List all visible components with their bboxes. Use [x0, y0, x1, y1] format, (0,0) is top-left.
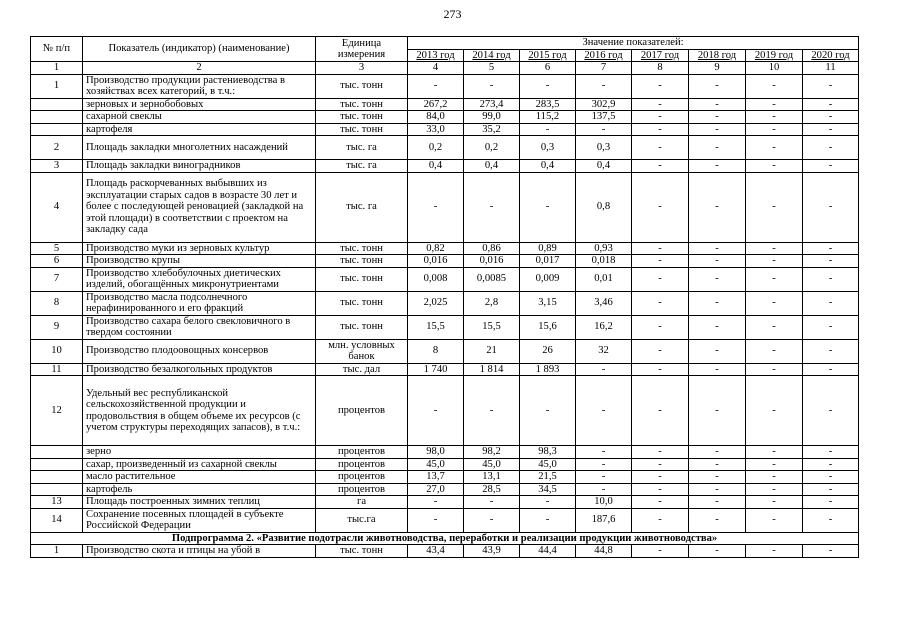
column-number: 1	[31, 62, 83, 75]
value-cell: -	[746, 315, 803, 339]
value-cell: -	[408, 496, 464, 509]
value-cell: -	[689, 471, 746, 484]
header-year: 2017 год	[632, 49, 689, 62]
value-cell: 35,2	[464, 123, 520, 136]
value-cell: -	[632, 255, 689, 268]
value-cell: -	[464, 74, 520, 98]
table-row	[31, 98, 859, 111]
row-number: 7	[31, 267, 83, 291]
unit-cell: тыс. тонн	[316, 315, 408, 339]
value-cell: 302,9	[576, 98, 632, 111]
value-cell: 0,4	[520, 160, 576, 173]
header-year: 2020 год	[803, 49, 859, 62]
header-unit: Единица измерения	[316, 37, 408, 62]
value-cell: -	[803, 136, 859, 160]
value-cell: 0,82	[408, 242, 464, 255]
indicator-name: Производство продукции растениеводства в хозяйствах всех категорий, в т.ч.:	[83, 74, 316, 98]
value-cell: -	[632, 160, 689, 173]
value-cell: -	[520, 376, 576, 446]
header-indicator: Показатель (индикатор) (наименование)	[83, 37, 316, 62]
value-cell: -	[632, 98, 689, 111]
value-cell: 10,0	[576, 496, 632, 509]
value-cell: -	[689, 111, 746, 124]
value-cell: 3,46	[576, 291, 632, 315]
value-cell: 98,2	[464, 446, 520, 459]
unit-cell: тыс.га	[316, 508, 408, 532]
row-number: 4	[31, 172, 83, 242]
value-cell: -	[746, 471, 803, 484]
row-number: 3	[31, 160, 83, 173]
table-row	[31, 123, 859, 136]
value-cell: -	[576, 446, 632, 459]
row-number: 11	[31, 363, 83, 376]
value-cell: -	[689, 74, 746, 98]
value-cell: -	[689, 363, 746, 376]
table-row	[31, 376, 859, 446]
indicator-name: Производство скота и птицы на убой в	[83, 545, 316, 558]
column-number: 8	[632, 62, 689, 75]
unit-cell: тыс. тонн	[316, 291, 408, 315]
value-cell: -	[803, 339, 859, 363]
unit-cell: процентов	[316, 483, 408, 496]
value-cell: 0,4	[408, 160, 464, 173]
value-cell: -	[746, 242, 803, 255]
value-cell: -	[632, 446, 689, 459]
row-number	[31, 98, 83, 111]
value-cell: 21	[464, 339, 520, 363]
indicator-name: сахарной свеклы	[83, 111, 316, 124]
value-cell: -	[803, 74, 859, 98]
value-cell: -	[689, 255, 746, 268]
unit-cell: га	[316, 496, 408, 509]
table-row	[31, 242, 859, 255]
table-row	[31, 267, 859, 291]
value-cell: 98,3	[520, 446, 576, 459]
value-cell: 273,4	[464, 98, 520, 111]
value-cell: -	[576, 458, 632, 471]
value-cell: 45,0	[464, 458, 520, 471]
page-number: 273	[443, 7, 462, 21]
table-row	[31, 471, 859, 484]
value-cell: -	[464, 172, 520, 242]
column-number: 9	[689, 62, 746, 75]
value-cell: 0,4	[464, 160, 520, 173]
value-cell: -	[520, 74, 576, 98]
value-cell: -	[632, 545, 689, 558]
table-row	[31, 363, 859, 376]
value-cell: -	[803, 496, 859, 509]
value-cell: 1 893	[520, 363, 576, 376]
value-cell: -	[689, 376, 746, 446]
row-number	[31, 483, 83, 496]
table-row	[31, 446, 859, 459]
value-cell: -	[632, 123, 689, 136]
unit-cell: тыс. тонн	[316, 74, 408, 98]
value-cell: 0,018	[576, 255, 632, 268]
header-year: 2014 год	[464, 49, 520, 62]
unit-cell: тыс. дал	[316, 363, 408, 376]
row-number: 13	[31, 496, 83, 509]
value-cell: -	[632, 508, 689, 532]
indicator-name: Удельный вес республиканской сельскохозяйственной продукции и продовольствия в общем объеме их ресурсов (с учетом структуры переходящих запасов), в т.ч.:	[83, 376, 316, 446]
value-cell: -	[803, 242, 859, 255]
unit-cell: тыс. га	[316, 160, 408, 173]
row-number: 1	[31, 74, 83, 98]
value-cell: 0,2	[408, 136, 464, 160]
table-row	[31, 508, 859, 532]
indicator-name: Производство крупы	[83, 255, 316, 268]
value-cell: -	[689, 123, 746, 136]
value-cell: -	[576, 483, 632, 496]
value-cell: 2,8	[464, 291, 520, 315]
value-cell: 0,016	[464, 255, 520, 268]
indicator-name: Площадь построенных зимних теплиц	[83, 496, 316, 509]
indicator-name: Производство муки из зерновых культур	[83, 242, 316, 255]
indicator-name: Производство плодоовощных консервов	[83, 339, 316, 363]
value-cell: -	[576, 123, 632, 136]
value-cell: 137,5	[576, 111, 632, 124]
table-row	[31, 339, 859, 363]
value-cell: -	[689, 339, 746, 363]
table-row	[31, 136, 859, 160]
value-cell: -	[689, 458, 746, 471]
value-cell: -	[632, 315, 689, 339]
value-cell: -	[746, 255, 803, 268]
value-cell: -	[464, 508, 520, 532]
indicator-name: картофель	[83, 483, 316, 496]
indicator-name: сахар, произведенный из сахарной свеклы	[83, 458, 316, 471]
unit-cell: тыс. тонн	[316, 111, 408, 124]
value-cell: 45,0	[520, 458, 576, 471]
unit-cell: тыс. тонн	[316, 545, 408, 558]
value-cell: -	[803, 471, 859, 484]
indicator-name: Площадь закладки многолетних насаждений	[83, 136, 316, 160]
value-cell: -	[632, 267, 689, 291]
row-number: 12	[31, 376, 83, 446]
value-cell: 0,016	[408, 255, 464, 268]
header-year: 2018 год	[689, 49, 746, 62]
value-cell: 43,4	[408, 545, 464, 558]
value-cell: -	[632, 242, 689, 255]
value-cell: -	[746, 376, 803, 446]
indicators-table	[30, 36, 859, 558]
value-cell: -	[803, 123, 859, 136]
value-cell: -	[803, 172, 859, 242]
value-cell: 99,0	[464, 111, 520, 124]
value-cell: 0,8	[576, 172, 632, 242]
value-cell: 27,0	[408, 483, 464, 496]
column-number: 5	[464, 62, 520, 75]
value-cell: -	[803, 508, 859, 532]
row-number	[31, 123, 83, 136]
indicator-name: Сохранение посевных площадей в субъекте Российской Федерации	[83, 508, 316, 532]
value-cell: 0,3	[520, 136, 576, 160]
value-cell: -	[746, 508, 803, 532]
value-cell: -	[803, 458, 859, 471]
unit-cell: тыс. га	[316, 172, 408, 242]
value-cell: 0,0085	[464, 267, 520, 291]
value-cell: -	[689, 267, 746, 291]
value-cell: -	[632, 111, 689, 124]
unit-cell: тыс. тонн	[316, 255, 408, 268]
unit-cell: процентов	[316, 446, 408, 459]
value-cell: -	[746, 74, 803, 98]
value-cell: -	[576, 376, 632, 446]
value-cell: 84,0	[408, 111, 464, 124]
value-cell: 13,1	[464, 471, 520, 484]
header-year: 2013 год	[408, 49, 464, 62]
unit-cell: процентов	[316, 458, 408, 471]
unit-cell: млн. условных банок	[316, 339, 408, 363]
column-number: 2	[83, 62, 316, 75]
value-cell: -	[746, 496, 803, 509]
value-cell: 16,2	[576, 315, 632, 339]
value-cell: -	[746, 111, 803, 124]
indicator-name: Площадь раскорчеванных выбывших из эксплуатации старых садов в возрасте 30 лет и более с последующей реновацией (закладкой на этой площади) в соответствии с проектом на закладку сада	[83, 172, 316, 242]
indicator-name: Площадь закладки виноградников	[83, 160, 316, 173]
value-cell: -	[803, 291, 859, 315]
table-row	[31, 483, 859, 496]
value-cell: 44,8	[576, 545, 632, 558]
indicator-name: Производство хлебобулочных диетических изделий, обогащённых микронутриентами	[83, 267, 316, 291]
value-cell: -	[520, 123, 576, 136]
value-cell: -	[803, 483, 859, 496]
indicator-name: Производство сахара белого свекловичного в твердом состоянии	[83, 315, 316, 339]
value-cell: -	[632, 458, 689, 471]
value-cell: -	[803, 267, 859, 291]
value-cell: 0,009	[520, 267, 576, 291]
value-cell: -	[632, 376, 689, 446]
value-cell: -	[803, 376, 859, 446]
value-cell: -	[464, 376, 520, 446]
indicator-name: Производство масла подсолнечного нерафинированного и его фракций	[83, 291, 316, 315]
table-row	[31, 172, 859, 242]
row-number: 14	[31, 508, 83, 532]
table-row	[31, 255, 859, 268]
value-cell: -	[746, 172, 803, 242]
value-cell: 15,5	[464, 315, 520, 339]
value-cell: -	[689, 242, 746, 255]
value-cell: -	[803, 98, 859, 111]
table-row	[31, 315, 859, 339]
header-year: 2016 год	[576, 49, 632, 62]
value-cell: -	[746, 267, 803, 291]
value-cell: -	[632, 74, 689, 98]
unit-cell: тыс. тонн	[316, 242, 408, 255]
value-cell: 33,0	[408, 123, 464, 136]
table-row	[31, 458, 859, 471]
value-cell: -	[632, 471, 689, 484]
value-cell: 0,008	[408, 267, 464, 291]
table-row	[31, 111, 859, 124]
unit-cell: тыс. тонн	[316, 123, 408, 136]
value-cell: 267,2	[408, 98, 464, 111]
value-cell: -	[408, 74, 464, 98]
indicator-name: зерно	[83, 446, 316, 459]
table-row	[31, 74, 859, 98]
row-number	[31, 111, 83, 124]
value-cell: 0,93	[576, 242, 632, 255]
value-cell: -	[576, 471, 632, 484]
value-cell: -	[632, 483, 689, 496]
value-cell: -	[746, 339, 803, 363]
value-cell: 0,86	[464, 242, 520, 255]
value-cell: -	[689, 446, 746, 459]
value-cell: 13,7	[408, 471, 464, 484]
value-cell: 0,3	[576, 136, 632, 160]
subprogram-title: Подпрограмма 2. «Развитие подотрасли животноводства, переработки и реализации продукции животноводства»	[31, 532, 859, 545]
row-number: 8	[31, 291, 83, 315]
row-number: 5	[31, 242, 83, 255]
value-cell: 34,5	[520, 483, 576, 496]
value-cell: -	[746, 363, 803, 376]
subprogram-row	[31, 532, 859, 545]
row-number: 9	[31, 315, 83, 339]
value-cell: -	[689, 315, 746, 339]
value-cell: -	[632, 291, 689, 315]
value-cell: 28,5	[464, 483, 520, 496]
value-cell: 0,017	[520, 255, 576, 268]
value-cell: 8	[408, 339, 464, 363]
value-cell: 43,9	[464, 545, 520, 558]
column-number: 10	[746, 62, 803, 75]
value-cell: -	[576, 74, 632, 98]
value-cell: 26	[520, 339, 576, 363]
value-cell: -	[689, 98, 746, 111]
unit-cell: процентов	[316, 376, 408, 446]
table-row	[31, 545, 859, 558]
value-cell: -	[746, 458, 803, 471]
value-cell: 3,15	[520, 291, 576, 315]
value-cell: -	[689, 508, 746, 532]
value-cell: -	[803, 255, 859, 268]
value-cell: -	[408, 508, 464, 532]
value-cell: 32	[576, 339, 632, 363]
header-year: 2019 год	[746, 49, 803, 62]
value-cell: 21,5	[520, 471, 576, 484]
value-cell: -	[576, 363, 632, 376]
value-cell: -	[408, 376, 464, 446]
value-cell: -	[632, 496, 689, 509]
row-number: 2	[31, 136, 83, 160]
column-number: 4	[408, 62, 464, 75]
row-number: 10	[31, 339, 83, 363]
value-cell: -	[746, 291, 803, 315]
table-row	[31, 160, 859, 173]
indicator-name: масло растительное	[83, 471, 316, 484]
value-cell: -	[689, 160, 746, 173]
value-cell: -	[408, 172, 464, 242]
value-cell: -	[803, 111, 859, 124]
unit-cell: процентов	[316, 471, 408, 484]
value-cell: -	[803, 160, 859, 173]
table-row	[31, 291, 859, 315]
value-cell: -	[520, 496, 576, 509]
value-cell: -	[689, 136, 746, 160]
column-number: 11	[803, 62, 859, 75]
value-cell: 0,01	[576, 267, 632, 291]
value-cell: -	[520, 508, 576, 532]
value-cell: -	[689, 172, 746, 242]
value-cell: -	[632, 172, 689, 242]
value-cell: -	[803, 363, 859, 376]
value-cell: 1 814	[464, 363, 520, 376]
value-cell: 15,6	[520, 315, 576, 339]
value-cell: -	[746, 160, 803, 173]
value-cell: -	[632, 363, 689, 376]
header-values: Значение показателей:	[408, 37, 859, 50]
row-number: 1	[31, 545, 83, 558]
unit-cell: тыс. тонн	[316, 267, 408, 291]
value-cell: -	[803, 545, 859, 558]
value-cell: -	[746, 136, 803, 160]
value-cell: 0,2	[464, 136, 520, 160]
value-cell: 0,89	[520, 242, 576, 255]
indicator-name: Производство безалкогольных продуктов	[83, 363, 316, 376]
row-number	[31, 446, 83, 459]
unit-cell: тыс. тонн	[316, 98, 408, 111]
value-cell: -	[746, 545, 803, 558]
value-cell: 15,5	[408, 315, 464, 339]
value-cell: -	[803, 446, 859, 459]
value-cell: -	[689, 545, 746, 558]
column-number: 6	[520, 62, 576, 75]
value-cell: -	[746, 483, 803, 496]
column-number: 3	[316, 62, 408, 75]
row-number	[31, 458, 83, 471]
value-cell: 0,4	[576, 160, 632, 173]
header-num: № п/п	[31, 37, 83, 62]
row-number	[31, 471, 83, 484]
value-cell: -	[520, 172, 576, 242]
header-column-numbers	[31, 62, 859, 75]
value-cell: 283,5	[520, 98, 576, 111]
column-number: 7	[576, 62, 632, 75]
value-cell: -	[689, 483, 746, 496]
indicator-name: зерновых и зернобобовых	[83, 98, 316, 111]
table-body	[31, 74, 859, 557]
header-year: 2015 год	[520, 49, 576, 62]
value-cell: 2,025	[408, 291, 464, 315]
value-cell: -	[689, 496, 746, 509]
value-cell: 45,0	[408, 458, 464, 471]
row-number: 6	[31, 255, 83, 268]
unit-cell: тыс. га	[316, 136, 408, 160]
value-cell: -	[746, 123, 803, 136]
value-cell: 115,2	[520, 111, 576, 124]
value-cell: -	[803, 315, 859, 339]
value-cell: -	[746, 446, 803, 459]
value-cell: 1 740	[408, 363, 464, 376]
value-cell: -	[464, 496, 520, 509]
value-cell: 187,6	[576, 508, 632, 532]
value-cell: 44,4	[520, 545, 576, 558]
table-row	[31, 496, 859, 509]
value-cell: -	[632, 136, 689, 160]
value-cell: -	[746, 98, 803, 111]
indicator-name: картофеля	[83, 123, 316, 136]
value-cell: 98,0	[408, 446, 464, 459]
value-cell: -	[689, 291, 746, 315]
value-cell: -	[632, 339, 689, 363]
